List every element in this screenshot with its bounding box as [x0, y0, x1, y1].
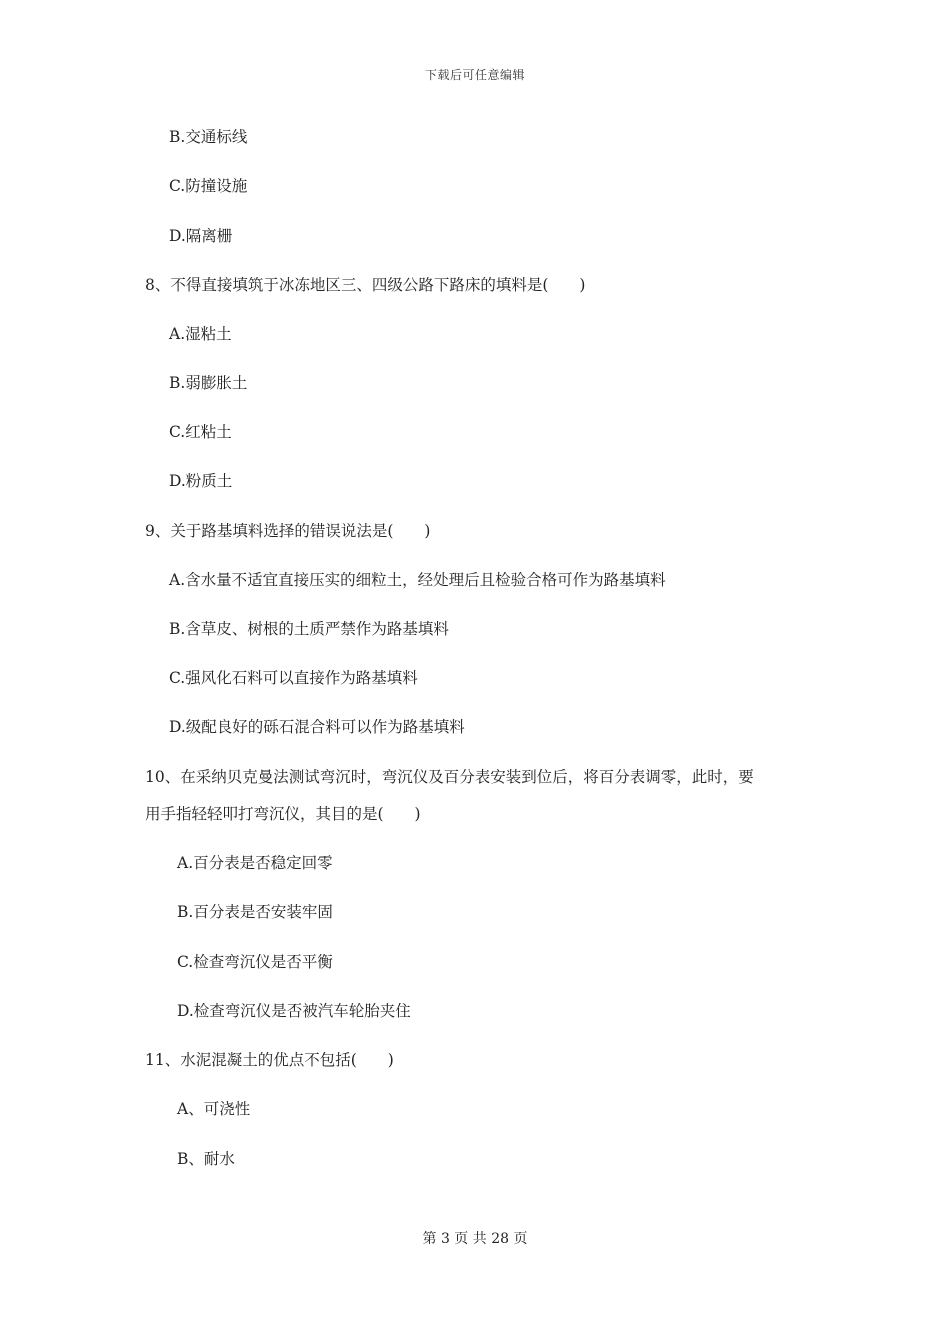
q11-option-a: A、可浇性 — [177, 1100, 251, 1118]
q10-option-a: A.百分表是否稳定回零 — [177, 854, 333, 872]
q8-option-a: A.湿粘土 — [169, 325, 232, 343]
page-footer: 第 3 页 共 28 页 — [422, 1231, 528, 1247]
q8-option-c: C.红粘土 — [169, 423, 232, 441]
q8-option-b: B.弱膨胀土 — [169, 374, 248, 392]
q9-option-d: D.级配良好的砾石混合料可以作为路基填料 — [169, 718, 465, 736]
q9-option-b: B.含草皮、树根的土质严禁作为路基填料 — [169, 620, 449, 638]
q8-option-d: D.粉质土 — [169, 472, 233, 490]
q11-option-b: B、耐水 — [177, 1150, 235, 1168]
question-9: 9、关于路基填料选择的错误说法是( ) — [145, 522, 431, 540]
question-10-line1: 10、在采纳贝克曼法测试弯沉时，弯沉仪及百分表安装到位后，将百分表调零，此时，要 — [145, 768, 754, 786]
q7-option-c: C.防撞设施 — [169, 177, 248, 195]
question-8: 8、不得直接填筑于冰冻地区三、四级公路下路床的填料是( ) — [145, 276, 586, 294]
page-header: 下载后可任意编辑 — [424, 68, 525, 82]
q7-option-b: B.交通标线 — [169, 128, 248, 146]
q7-option-d: D.隔离栅 — [169, 227, 233, 245]
question-11: 11、水泥混凝土的优点不包括( ) — [145, 1051, 394, 1069]
q9-option-c: C.强风化石料可以直接作为路基填料 — [169, 669, 418, 687]
q10-option-d: D.检查弯沉仪是否被汽车轮胎夹住 — [177, 1002, 411, 1020]
q9-option-a: A.含水量不适宜直接压实的细粒土，经处理后且检验合格可作为路基填料 — [169, 571, 666, 589]
q10-option-b: B.百分表是否安装牢固 — [177, 903, 333, 921]
q10-option-c: C.检查弯沉仪是否平衡 — [177, 953, 333, 971]
question-10-line2: 用手指轻轻叩打弯沉仪，其目的是( ) — [145, 805, 421, 823]
